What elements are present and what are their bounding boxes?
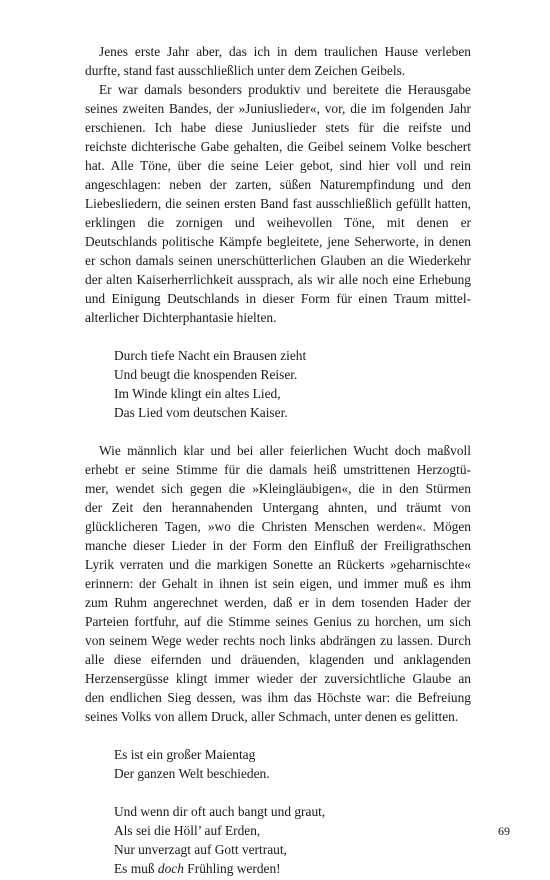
verse-maientag <box>114 745 471 783</box>
verse-line: Und wenn dir oft auch bangt und graut, <box>114 804 326 819</box>
emphasis-doch: doch <box>157 861 184 876</box>
text-line: zum Ruhm angerechnet werden, daß er in dem tosenden Hader der <box>85 595 471 610</box>
paragraph-juniuslieder <box>85 80 471 327</box>
book-page-text <box>85 42 471 878</box>
spacer <box>85 783 471 802</box>
text-line: seines zweiten Bandes, der »Juniuslieder«, vor, die im folgenden Jahr <box>85 101 471 116</box>
text-line: alterlicher Dichterphantasie hielten. <box>85 310 277 325</box>
text-line: reichste dichterische Gabe gehalten, die Geibel seinem Volke beschert <box>85 139 471 154</box>
text-line: Deutschlands politische Kämpfe begleitete, jene Seherworte, in denen <box>85 234 471 249</box>
text-line: glücklicheren Tagen, »wo die Christen Menschen werden«. Mögen <box>85 519 471 534</box>
text-line: von seinem Wege weder rechts noch links abdrängen zu lassen. Durch <box>85 633 471 648</box>
verse-line: Und beugt die knospenden Reiser. <box>114 367 298 382</box>
verse-line: Nur unverzagt auf Gott vertraut, <box>114 842 287 857</box>
verse-line: Das Lied vom deutschen Kaiser. <box>114 405 288 420</box>
text-line: alle diese eifernden und dräuenden, klagenden und anklagenden <box>85 652 471 667</box>
spacer <box>85 726 471 745</box>
text-line: erschienen. Ich habe diese Juniuslieder stets für die reifste und <box>85 120 471 135</box>
spacer <box>85 327 471 346</box>
text-line: er schon damals seinen unerschütterlichen Glauben an die Wiederkehr <box>85 253 471 268</box>
text-line: erinnern: der Gehalt in ihnen ist sein eigen, und immer muß es ihm <box>85 576 471 591</box>
verse-line: Es ist ein großer Maientag <box>114 747 256 762</box>
text-line: der alten Kaiserherrlichkeit aussprach, als wir alle noch eine Erhebung <box>85 272 471 287</box>
paragraph-maennlich-klar <box>85 441 471 726</box>
page-number: 69 <box>498 824 510 838</box>
text-line: Herzensergüsse klingt immer wieder der zuversichtliche Glaube an <box>85 671 471 686</box>
verse-fruehling-last-line <box>114 859 471 878</box>
paragraph-geibel-first-year <box>85 42 471 80</box>
verse-fruehling <box>114 802 471 859</box>
text-line: Jenes erste Jahr aber, das ich in dem traulichen Hause verleben <box>99 44 471 59</box>
verse-kaiser <box>114 346 471 422</box>
text-line: Liebesliedern, die seinen ersten Band fast ausschließlich gefüllt hatten, <box>85 196 471 211</box>
text-line: der Zeit den herannahenden Untergang ahnten, und träumt von <box>85 500 471 515</box>
text-line: erhebt er seine Stimme für die damals heiß umstrittenen Herzogtü- <box>85 462 471 477</box>
text-line: hat. Alle Töne, über die seine Leier gebot, sind hier voll und rein <box>85 158 471 173</box>
verse-line: Im Winde klingt ein altes Lied, <box>114 386 281 401</box>
verse-line: Der ganzen Welt beschieden. <box>114 766 270 781</box>
text-line: erklingen die zornigen und weihevollen Töne, mit denen er <box>85 215 471 230</box>
text-line: seines Volks von allem Druck, aller Schmach, unter denen es gelitten. <box>85 709 459 724</box>
text-line: manche dieser Lieder in der Form den Einfluß der Freiligrathschen <box>85 538 471 553</box>
text-line: durfte, stand fast ausschließlich unter dem Zeichen Geibels. <box>85 63 406 78</box>
verse-line: Als sei die Höll’ auf Erden, <box>114 823 261 838</box>
text-line: Er war damals besonders produktiv und bereitete die Herausgabe <box>99 82 471 97</box>
verse-line: Es muß doch Frühling werden! <box>114 861 281 876</box>
text-line: Lyrik verraten und die markigen Sonette an Rückerts »geharnischte« <box>85 557 471 572</box>
text-line: Wie männlich klar und bei aller feierlichen Wucht doch maßvoll <box>99 443 471 458</box>
text-line: Parteien fortfuhr, auf die Stimme seines Genius zu horchen, um sich <box>85 614 471 629</box>
spacer <box>85 422 471 441</box>
text-line: den endlichen Sieg dessen, was ihm das Höchste war: die Befreiung <box>85 690 471 705</box>
verse-line: Durch tiefe Nacht ein Brausen zieht <box>114 348 307 363</box>
text-line: angeschlagen: neben der zarten, süßen Naturempfindung und den <box>85 177 471 192</box>
text-line: und Einigung Deutschlands in dieser Form für einen Traum mittel- <box>85 291 471 306</box>
text-line: mer, wendet sich gegen die »Kleingläubigen«, die in den Stürmen <box>85 481 471 496</box>
